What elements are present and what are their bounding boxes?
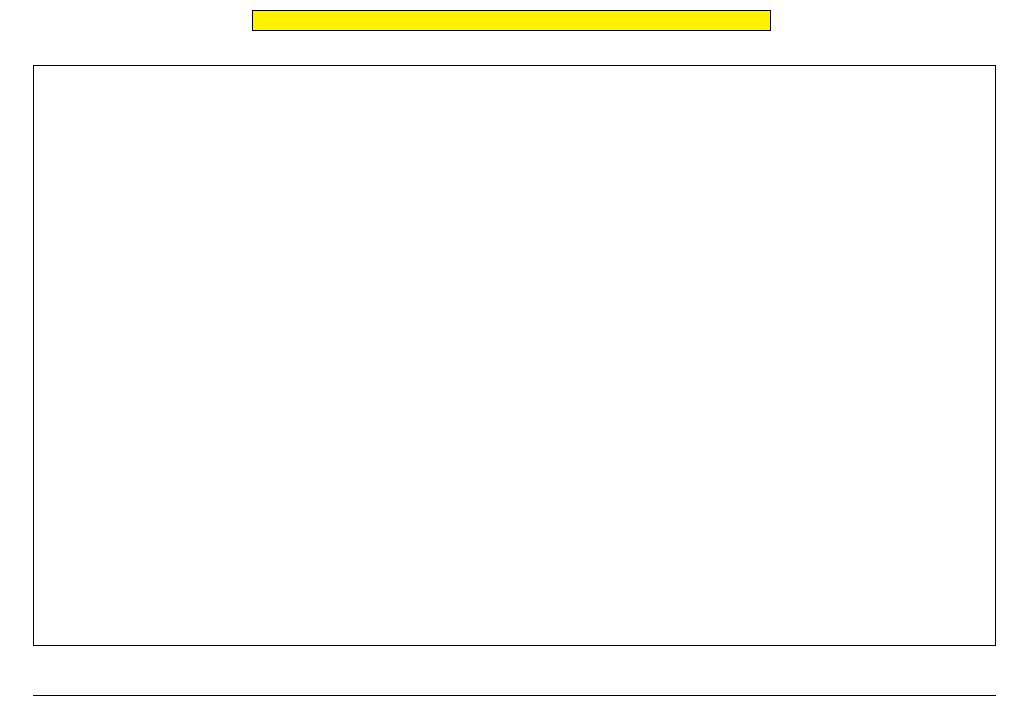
footer-divider	[33, 695, 996, 696]
footer	[33, 697, 996, 711]
menu-title	[252, 10, 771, 31]
menu-grid	[33, 65, 996, 646]
signature-line	[33, 679, 996, 693]
day-header-row	[33, 50, 996, 64]
